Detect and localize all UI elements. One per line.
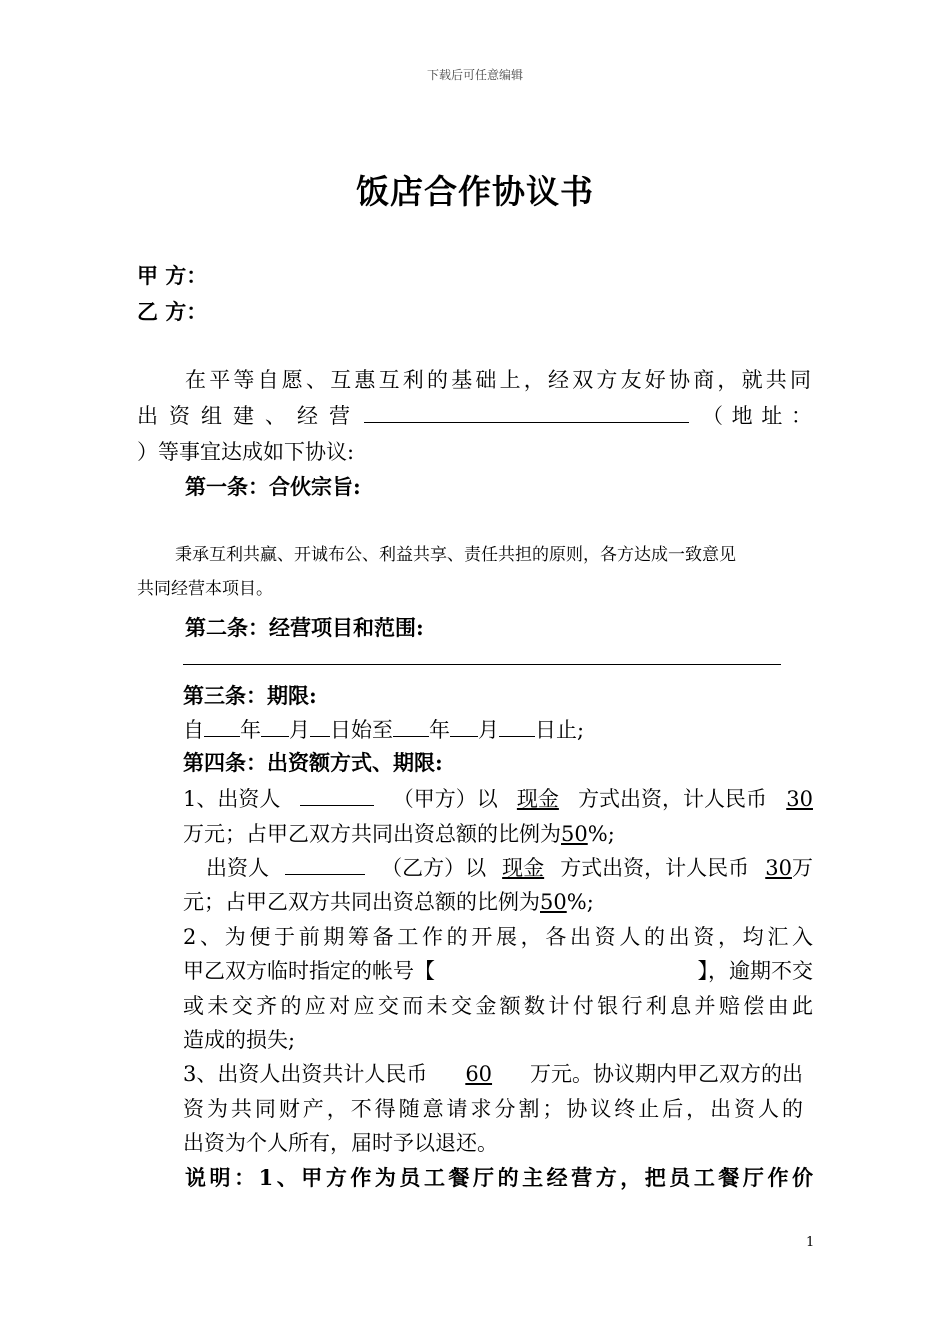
note-line: 说明：1、甲方作为员工餐厅的主经营方，把员工餐厅作价 xyxy=(185,1165,813,1190)
clause-2-line-4: 造成的损失; xyxy=(183,1028,296,1052)
contributor-a-ratio-unit: %; xyxy=(587,822,615,846)
contributor-b-amount-unit: 万 xyxy=(791,856,813,881)
contributor-b-ratio-text: 元；占甲乙双方共同出资总额的比例为 xyxy=(183,890,540,914)
contributor-a-ratio-text: 万元；占甲乙双方共同出资总额的比例为 xyxy=(183,822,561,846)
contributor-a-ratio: 50 xyxy=(561,822,588,846)
term-year-2: 年 xyxy=(429,718,450,743)
account-label: 甲乙双方临时指定的帐号【 xyxy=(183,959,435,983)
total-contribution-text: 3、出资人出资共计人民币 xyxy=(183,1062,428,1086)
party-a-label: 甲 方： xyxy=(137,263,208,288)
contributor-a-method: 方式出资，计人民币 xyxy=(578,787,768,812)
article-1-line-2: 共同经营本项目。 xyxy=(137,579,273,599)
intro-line-2-end: （地址： xyxy=(702,404,812,429)
contributor-b-amount: 30 xyxy=(765,856,792,881)
article-1-heading: 第一条：合伙宗旨: xyxy=(185,474,361,499)
page-number: 1 xyxy=(806,1235,815,1250)
term-year-1: 年 xyxy=(240,718,261,743)
contributor-a-cash: 现金 xyxy=(516,787,559,812)
total-contribution-rest: 万元。协议期内甲乙双方的出 xyxy=(529,1062,803,1086)
document-title: 饭店合作协议书 xyxy=(356,172,594,211)
article-1-line-1: 秉承互利共赢、开诚布公、利益共享、责任共担的原则，各方达成一致意见 xyxy=(175,545,736,565)
contributor-b-cash: 现金 xyxy=(502,856,545,881)
contributor-b-name-blank xyxy=(285,852,365,875)
article-2-blank-line xyxy=(183,664,781,665)
start-day-blank xyxy=(310,714,330,737)
intro-line-3: ）等事宜达成如下协议: xyxy=(137,440,355,464)
contributor-b-party: （乙方）以 xyxy=(381,856,487,881)
contribution-b-line-2 xyxy=(183,886,594,916)
term-day-end: 日止; xyxy=(535,718,585,743)
end-day-blank xyxy=(499,714,535,737)
end-month-blank xyxy=(450,714,478,737)
page-header: 下载后可任意编辑 xyxy=(426,68,523,82)
clause-3-line-3: 出资为个人所有，届时予以退还。 xyxy=(183,1131,498,1155)
clause-3-line-1 xyxy=(183,1058,803,1088)
term-month-1: 月 xyxy=(289,718,310,743)
article-4-heading: 第四条：出资额方式、期限: xyxy=(183,750,443,775)
clause-2-line-2 xyxy=(183,955,813,985)
intro-line-2-start: 出资组建、经营 xyxy=(137,404,350,429)
clause-2-line-1: 2、为便于前期筹备工作的开展，各出资人的出资，均汇入 xyxy=(183,925,813,949)
contributor-a-name-blank xyxy=(300,783,374,806)
article-3-heading: 第三条：期限: xyxy=(183,683,317,708)
contributor-a-amount: 30 xyxy=(786,787,813,812)
intro-line-1: 在平等自愿、互惠互利的基础上，经双方友好协商，就共同 xyxy=(185,368,812,392)
end-year-blank xyxy=(393,714,429,737)
account-close: 】，逾期不交 xyxy=(697,959,813,983)
term-month-2: 月 xyxy=(478,718,499,743)
contributor-b-ratio: 50 xyxy=(540,890,567,914)
article-2-heading: 第二条：经营项目和范围: xyxy=(185,615,424,640)
contributor-b-label: 出资人 xyxy=(206,856,269,881)
contributor-b-method: 方式出资，计人民币 xyxy=(560,856,750,881)
contributor-b-ratio-unit: %; xyxy=(566,890,594,914)
clause-3-line-2: 资为共同财产，不得随意请求分割；协议终止后，出资人的 xyxy=(183,1097,803,1121)
contribution-a-line-2 xyxy=(183,818,615,848)
contributor-a-party: （甲方）以 xyxy=(392,787,498,812)
business-name-blank xyxy=(364,400,689,423)
article-3-term-line xyxy=(183,714,584,744)
intro-line-2 xyxy=(137,400,812,430)
term-day-start: 日始至 xyxy=(330,718,393,743)
party-b-label: 乙 方： xyxy=(137,299,208,324)
contribution-b-line-1 xyxy=(206,852,813,882)
start-month-blank xyxy=(261,714,289,737)
start-year-blank xyxy=(204,714,240,737)
clause-2-line-3: 或未交齐的应对应交而未交金额数计付银行利息并赔偿由此 xyxy=(183,994,813,1018)
term-from: 自 xyxy=(183,718,204,743)
contribution-a-line-1 xyxy=(183,783,813,813)
total-contribution-amount: 60 xyxy=(465,1062,493,1086)
contributor-a-label: 1、出资人 xyxy=(183,787,281,812)
